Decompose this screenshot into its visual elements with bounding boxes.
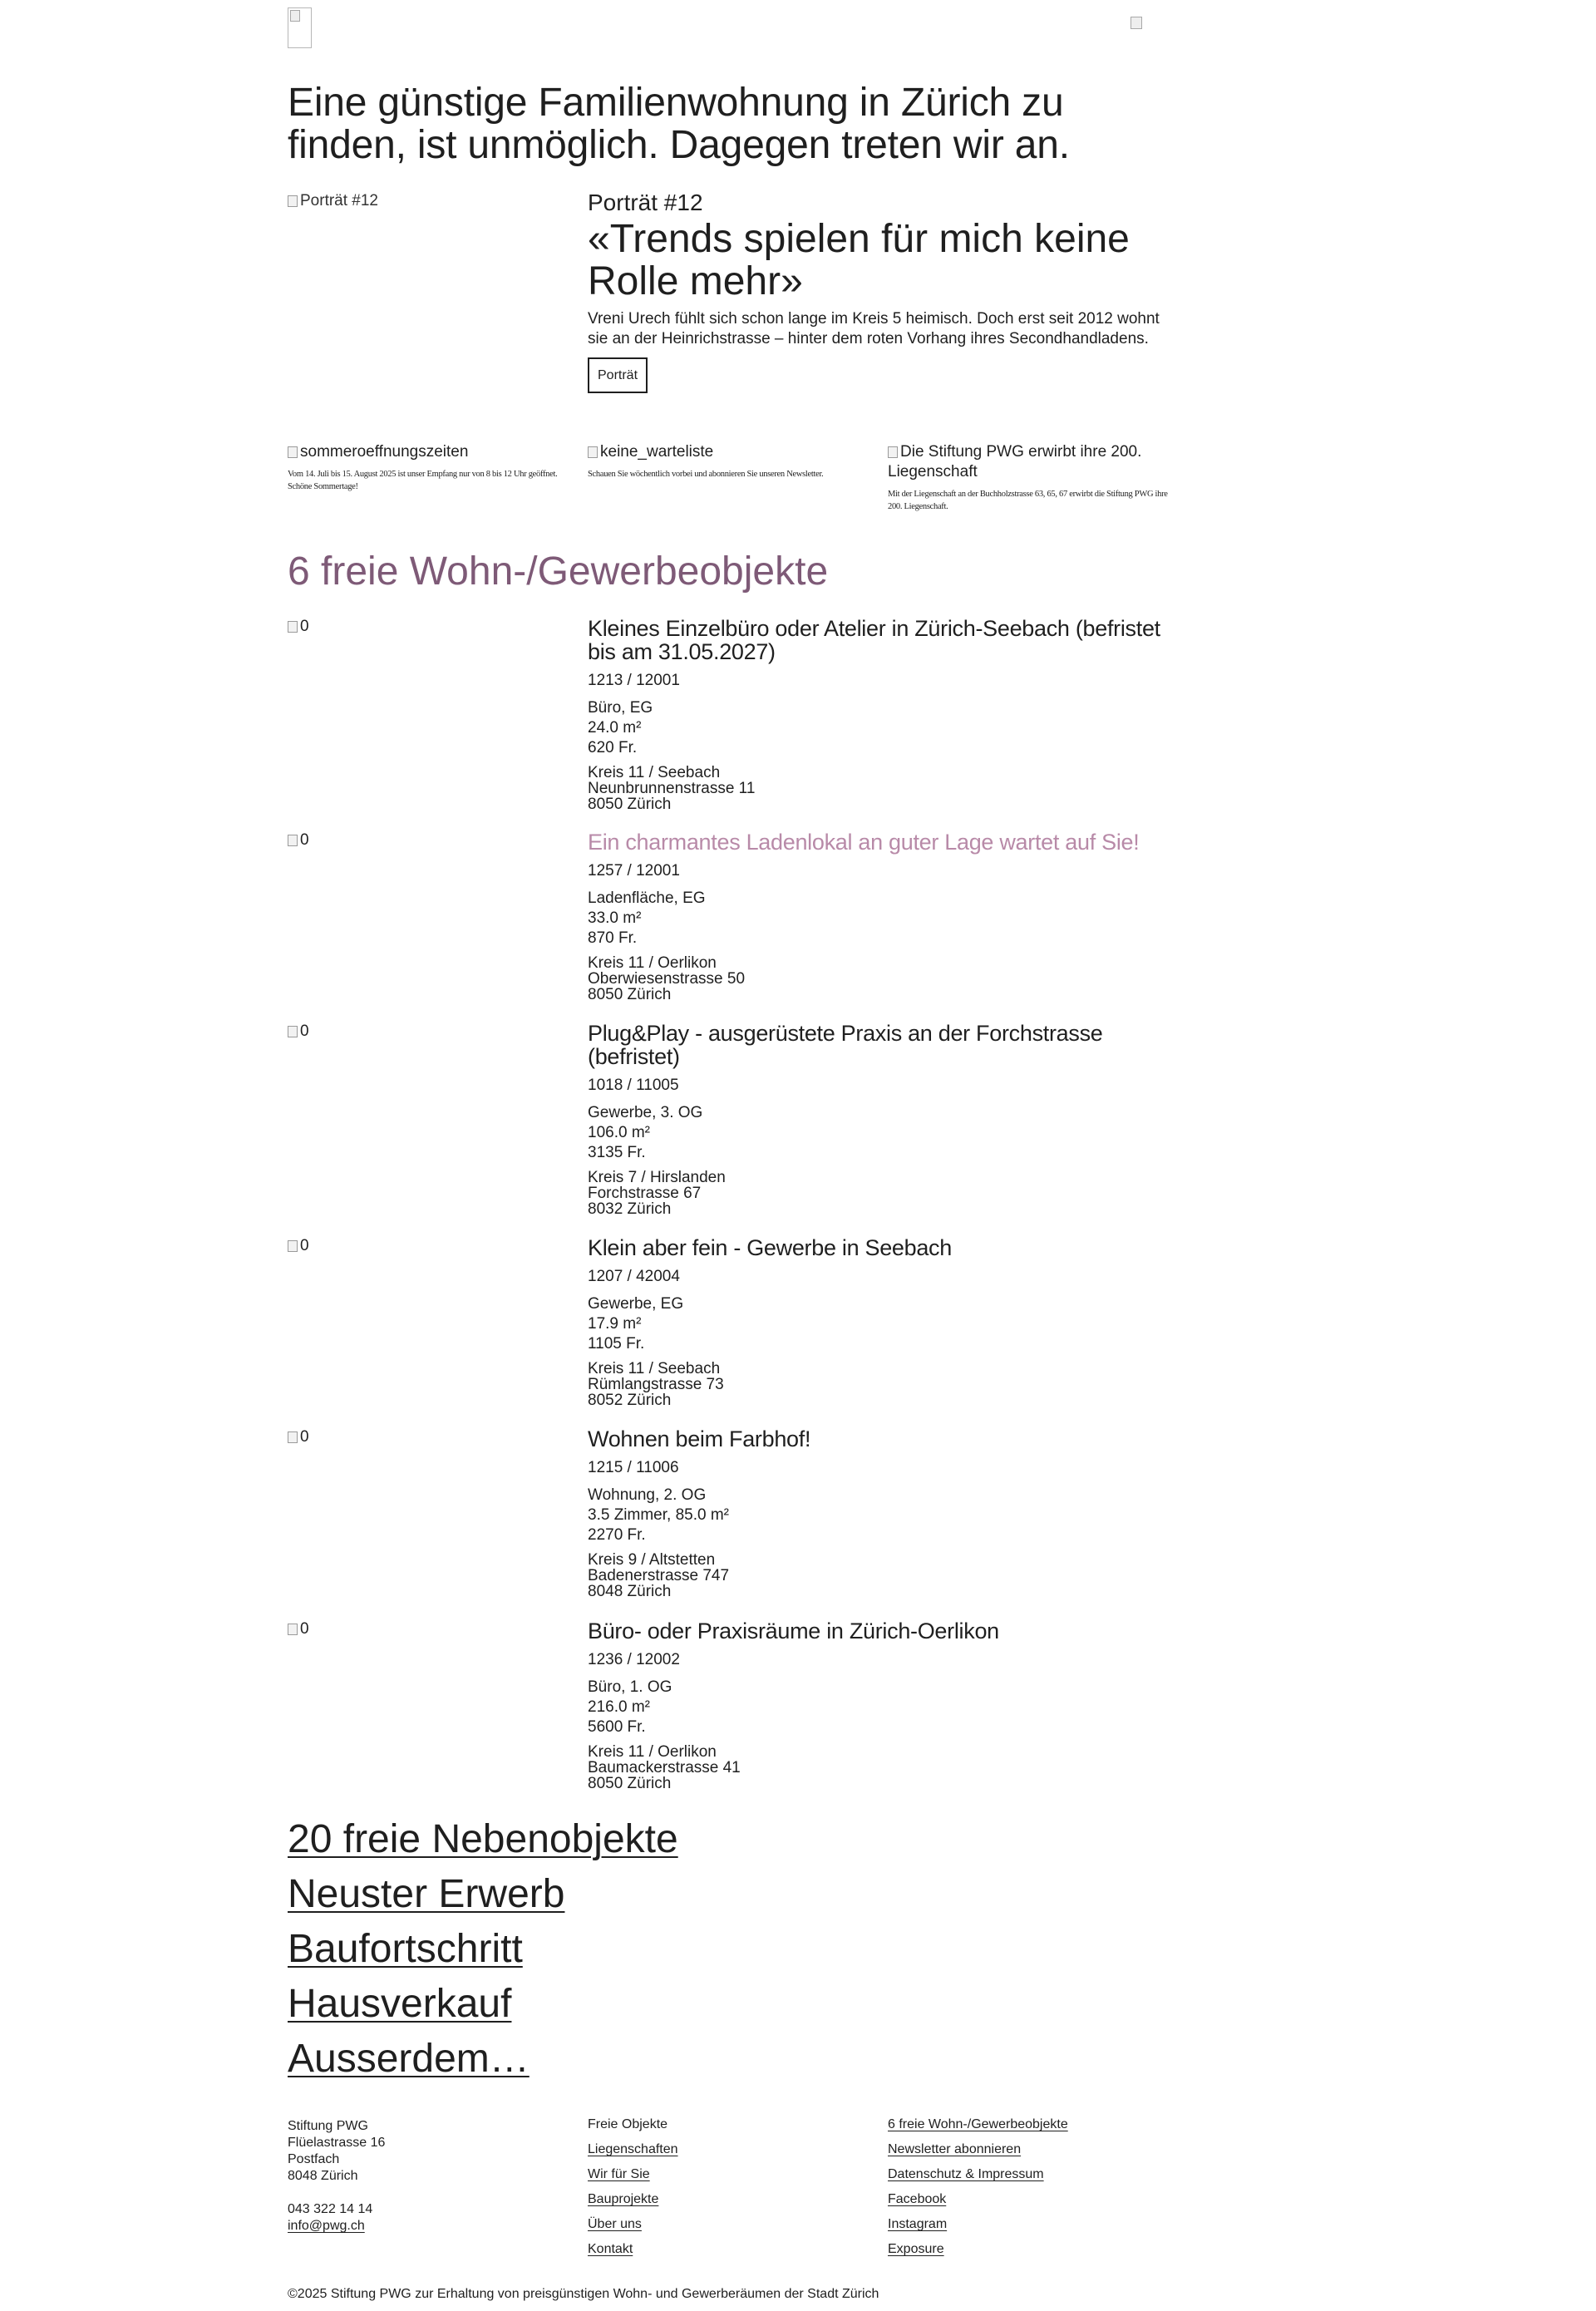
listing-district: Kreis 11 / Seebach [588, 1360, 721, 1377]
listing-price: 1105 Fr. [588, 1335, 645, 1353]
teaser-image-alt: keine_warteliste [600, 443, 714, 461]
listing-body [588, 1022, 1174, 1217]
listing-address [588, 765, 1174, 812]
footer-address [288, 2118, 570, 2235]
teaser-image [888, 442, 1170, 482]
footer-nav [588, 2112, 870, 2262]
listing-address [588, 1361, 1174, 1408]
teaser-summer-hours[interactable] [288, 442, 570, 493]
broken-image-icon [288, 621, 298, 633]
listing-size: 106.0 m² [588, 1124, 650, 1141]
listing-facts [588, 1486, 1174, 1545]
listing-facts [588, 698, 1174, 758]
listing-size: 24.0 m² [588, 719, 642, 737]
listing-title[interactable]: Ein charmantes Ladenlokal an guter Lage wartet auf Sie! [588, 830, 1140, 855]
listing-type: Gewerbe, EG [588, 1295, 684, 1313]
listing-price: 870 Fr. [588, 929, 638, 947]
listing-street: Rümlangstrasse 73 [588, 1376, 724, 1393]
teaser-caption: Schauen Sie wöchentlich vorbei und abonnieren Sie unseren Newsletter. [588, 470, 824, 479]
listing-title[interactable]: Wohnen beim Farbhof! [588, 1427, 811, 1451]
listing-district: Kreis 11 / Oerlikon [588, 954, 717, 972]
teaser-200th-property[interactable] [888, 442, 1170, 513]
listing-street: Oberwiesenstrasse 50 [588, 970, 746, 988]
broken-image-icon [288, 1431, 298, 1443]
listing-district: Kreis 11 / Oerlikon [588, 1743, 717, 1761]
link-more[interactable]: Ausserdem… [288, 2037, 530, 2081]
listing-image-alt: 0 [300, 1237, 309, 1254]
listing-type: Wohnung, 2. OG [588, 1486, 707, 1504]
listing-ref: 1213 / 12001 [588, 672, 680, 689]
free-objects-title: 6 freie Wohn-/Gewerbeobjekte [288, 549, 829, 594]
footer-link-privacy[interactable]: Datenschutz & Impressum [888, 2167, 1044, 2181]
listing-image[interactable] [288, 1236, 309, 1256]
portrait-title: «Trends spielen für mich keine Rolle mehr» [588, 217, 1130, 303]
footer-street: Flüelastrasse 16 [288, 2136, 386, 2150]
broken-image-icon [288, 195, 298, 207]
listing-type: Büro, EG [588, 699, 653, 717]
listing-image[interactable] [288, 1022, 309, 1042]
footer-nav-heading: Freie Objekte [588, 2117, 668, 2131]
listing-title[interactable]: Klein aber fein - Gewerbe in Seebach [588, 1235, 952, 1260]
footer-link-free-objects[interactable]: 6 freie Wohn-/Gewerbeobjekte [888, 2117, 1068, 2131]
listing-image-alt: 0 [300, 1620, 309, 1638]
footer-email-link[interactable]: info@pwg.ch [288, 2219, 365, 2233]
listing-street: Forchstrasse 67 [588, 1185, 702, 1202]
listing-title[interactable]: Kleines Einzelbüro oder Atelier in Zürich-Seebach (befristet bis am 31.05.2027) [588, 616, 1160, 664]
logo-link[interactable] [288, 7, 312, 48]
listing-ref: 1215 / 11006 [588, 1459, 679, 1476]
listing-district: Kreis 7 / Hirslanden [588, 1169, 726, 1186]
listing-address [588, 1552, 1174, 1599]
link-secondary-objects[interactable]: 20 freie Nebenobjekte [288, 1817, 678, 1861]
listing-body [588, 830, 1174, 1003]
listing-ref: 1207 / 42004 [588, 1268, 680, 1285]
listing-facts [588, 1103, 1174, 1163]
footer-link-services[interactable]: Wir für Sie [588, 2167, 650, 2181]
footer-secondary [888, 2112, 1170, 2262]
footer-org: Stiftung PWG [288, 2119, 368, 2133]
broken-image-icon [288, 835, 298, 846]
menu-icon[interactable] [1130, 17, 1144, 30]
listing-body [588, 1236, 1174, 1408]
footer-link-exposure[interactable]: Exposure [888, 2242, 944, 2256]
listing-price: 620 Fr. [588, 739, 638, 756]
portrait-button[interactable]: Porträt [588, 357, 648, 393]
listing-facts [588, 1294, 1174, 1354]
listing-type: Ladenfläche, EG [588, 889, 706, 907]
link-construction-progress[interactable]: Baufortschritt [288, 1927, 523, 1971]
listing-address [588, 1744, 1174, 1791]
teaser-image [288, 442, 570, 462]
footer-link-facebook[interactable]: Facebook [888, 2192, 947, 2206]
teaser-image-alt: Die Stiftung PWG erwirbt ihre 200. Liegenschaft [888, 443, 1142, 480]
listing-body [588, 617, 1174, 812]
listing-city: 8050 Zürich [588, 986, 672, 1003]
listing-image[interactable] [288, 1619, 309, 1639]
footer-link-newsletter[interactable]: Newsletter abonnieren [888, 2142, 1022, 2156]
listing-ref: 1018 / 11005 [588, 1077, 679, 1094]
listing-facts [588, 889, 1174, 949]
teaser-image [588, 442, 870, 462]
copyright: ©2025 Stiftung PWG zur Erhaltung von preisgünstigen Wohn- und Gewerberäumen der Stadt Zürich [288, 2287, 879, 2301]
listing-street: Badenerstrasse 747 [588, 1567, 730, 1584]
broken-image-icon [288, 1240, 298, 1252]
footer-link-about[interactable]: Über uns [588, 2217, 642, 2231]
page [288, 0, 1174, 2311]
listing-price: 3135 Fr. [588, 1144, 646, 1161]
broken-image-icon [288, 1026, 298, 1037]
listing-address [588, 1170, 1174, 1217]
listing-city: 8050 Zürich [588, 796, 672, 813]
listing-body [588, 1427, 1174, 1599]
listing-facts [588, 1678, 1174, 1737]
footer-link-instagram[interactable]: Instagram [888, 2217, 948, 2231]
listing-district: Kreis 11 / Seebach [588, 764, 721, 781]
footer-city: 8048 Zürich [288, 2169, 358, 2183]
listing-district: Kreis 9 / Altstetten [588, 1551, 716, 1569]
footer-link-projects[interactable]: Bauprojekte [588, 2192, 659, 2206]
listing-image-alt: 0 [300, 1022, 309, 1040]
listing-address [588, 955, 1174, 1003]
broken-image-icon [888, 446, 898, 458]
listing-title[interactable]: Plug&Play - ausgerüstete Praxis an der Forchstrasse (befristet) [588, 1021, 1103, 1069]
page-headline: Eine günstige Familienwohnung in Zürich zu finden, ist unmöglich. Dagegen treten wir an. [288, 81, 1070, 167]
listing-image-alt: 0 [300, 831, 309, 849]
listing-city: 8050 Zürich [588, 1775, 672, 1792]
broken-image-icon [288, 1624, 298, 1635]
broken-image-icon [588, 446, 598, 458]
section-links [288, 1812, 678, 2087]
footer-link-contact[interactable]: Kontakt [588, 2242, 633, 2256]
listing-image-alt: 0 [300, 1428, 309, 1446]
portrait-text: Vreni Urech fühlt sich schon lange im Kreis 5 heimisch. Doch erst seit 2012 wohnt sie an der Heinrichstrasse – hinter dem roten Vorhang ihres Secondhandladens. [588, 310, 1160, 347]
teaser-no-waiting-list[interactable] [588, 442, 870, 480]
listing-type: Gewerbe, 3. OG [588, 1104, 703, 1121]
listing-city: 8032 Zürich [588, 1200, 672, 1218]
footer-phone: 043 322 14 14 [288, 2202, 373, 2216]
portrait-image-alt: Porträt #12 [300, 192, 378, 209]
link-house-sale[interactable]: Hausverkauf [288, 1982, 512, 2026]
broken-image-icon [288, 446, 298, 458]
listing-body [588, 1619, 1174, 1791]
portrait-overline: Porträt #12 [588, 190, 703, 215]
listing-image-alt: 0 [300, 618, 309, 635]
listing-price: 2270 Fr. [588, 1526, 646, 1544]
listing-title[interactable]: Büro- oder Praxisräume in Zürich-Oerlikon [588, 1619, 999, 1643]
listing-image[interactable] [288, 1427, 309, 1447]
listing-image[interactable] [288, 830, 309, 850]
portrait-image[interactable] [288, 191, 378, 211]
listing-ref: 1257 / 12001 [588, 862, 680, 880]
listing-street: Neunbrunnenstrasse 11 [588, 780, 756, 797]
listing-size: 33.0 m² [588, 909, 642, 927]
listing-city: 8052 Zürich [588, 1392, 672, 1409]
listing-size: 3.5 Zimmer, 85.0 m² [588, 1506, 729, 1524]
teaser-caption: Vom 14. Juli bis 15. August 2025 ist unser Empfang nur von 8 bis 12 Uhr geöffnet. Schöne Sommertage! [288, 470, 558, 491]
footer-pobox: Postfach [288, 2152, 340, 2166]
listing-ref: 1236 / 12002 [588, 1651, 680, 1668]
link-latest-acquisition[interactable]: Neuster Erwerb [288, 1872, 565, 1916]
listing-size: 17.9 m² [588, 1315, 642, 1333]
listing-image[interactable] [288, 617, 309, 637]
listing-street: Baumackerstrasse 41 [588, 1759, 741, 1776]
teaser-image-alt: sommeroeffnungszeiten [300, 443, 469, 461]
listing-city: 8048 Zürich [588, 1583, 672, 1600]
listing-size: 216.0 m² [588, 1698, 650, 1716]
footer-link-properties[interactable]: Liegenschaften [588, 2142, 678, 2156]
listing-type: Büro, 1. OG [588, 1678, 672, 1696]
teaser-caption: Mit der Liegenschaft an der Buchholzstrasse 63, 65, 67 erwirbt die Stiftung PWG ihre 200. Liegenschaft. [888, 490, 1168, 511]
listing-price: 5600 Fr. [588, 1718, 646, 1736]
